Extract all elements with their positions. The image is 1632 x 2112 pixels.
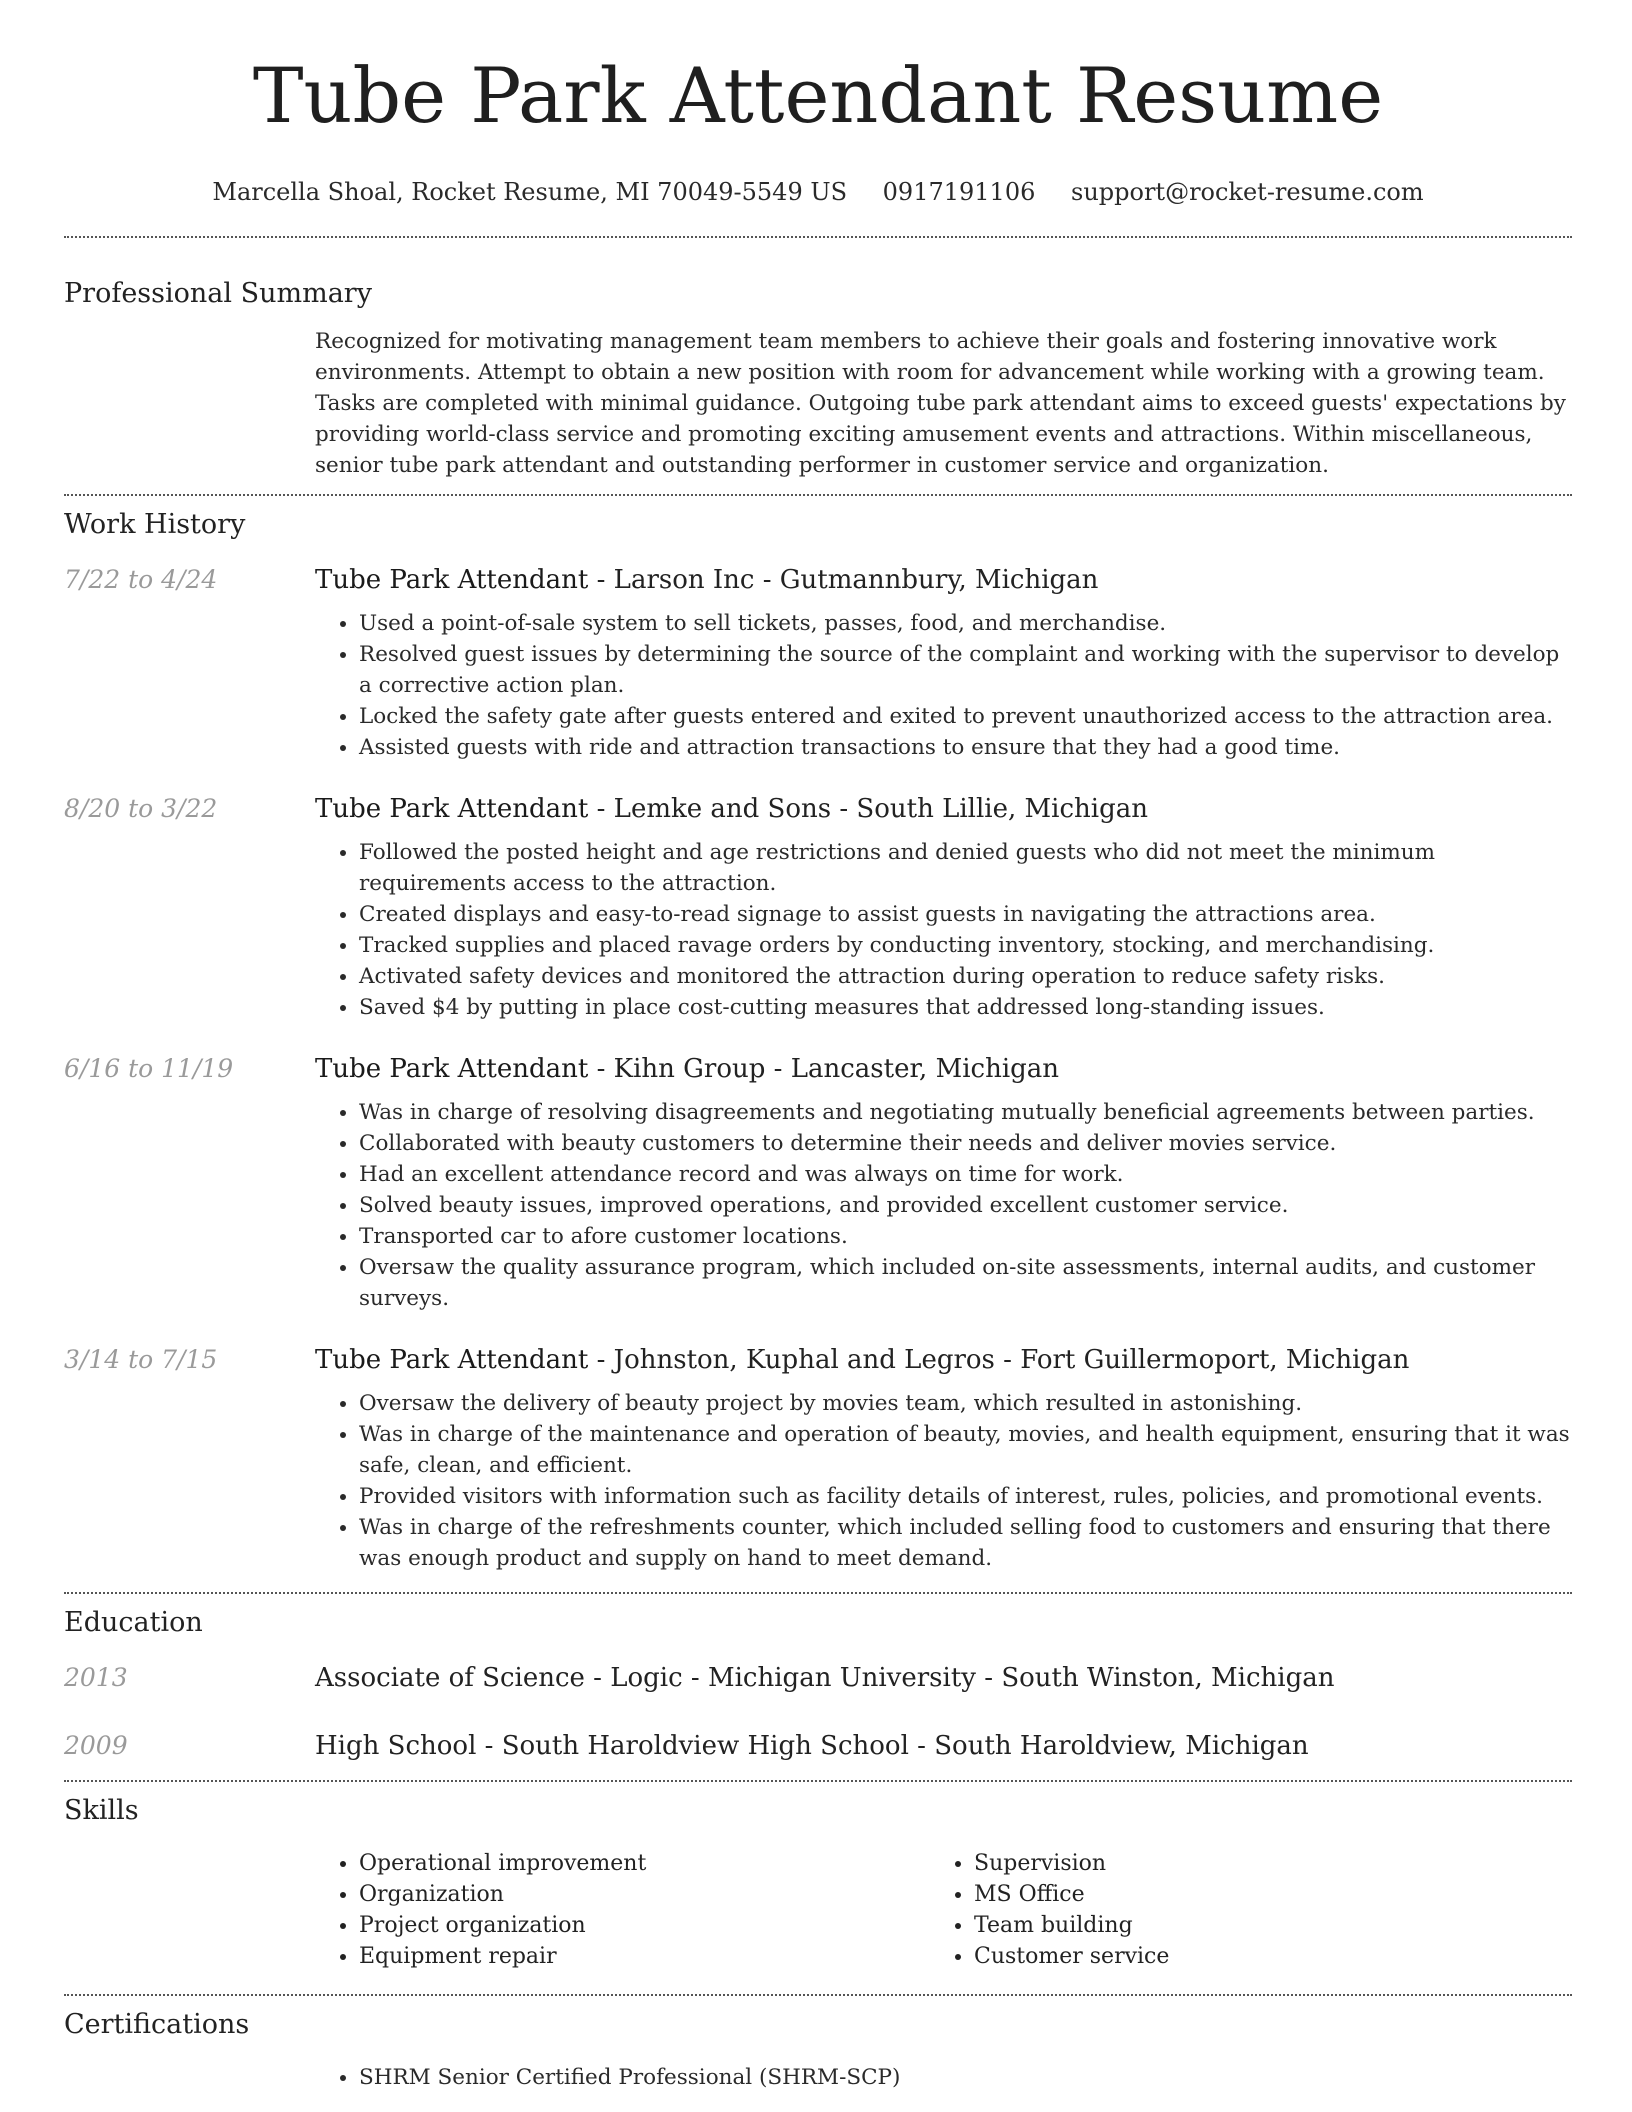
education-title	[315, 1728, 1572, 1764]
job-dates: 6/16 to 11/19	[64, 1054, 234, 1083]
separator: -	[682, 1663, 708, 1693]
job-employer: Lemke and Sons	[613, 794, 832, 824]
education-school: Michigan University	[707, 1663, 976, 1693]
skill-item: • Equipment repair	[359, 1941, 930, 1972]
separator: -	[994, 1345, 1021, 1375]
certification-item: • SHRM Senior Certified Professional (SHRM-SCP)	[359, 2062, 1572, 2093]
job-dates: 3/14 to 7/15	[64, 1345, 218, 1374]
separator: -	[588, 1054, 614, 1084]
separator: -	[588, 794, 614, 824]
job-entry	[64, 791, 1572, 1023]
job-position: Tube Park Attendant	[315, 565, 589, 595]
education-entry	[64, 1660, 1572, 1696]
job-bullet: • Followed the posted height and age restrictions and denied guests who did not meet the minimum requirements access to the attraction.	[359, 837, 1572, 899]
job-employer: Larson Inc	[613, 565, 755, 595]
contact-address: Marcella Shoal, Rocket Resume, MI 70049-5549 US	[212, 178, 848, 206]
contact-email: support@rocket-resume.com	[1071, 178, 1424, 206]
job-entry	[64, 1342, 1572, 1574]
job-bullet: • Was in charge of resolving disagreements and negotiating mutually beneficial agreements between parties.	[359, 1097, 1572, 1128]
separator: -	[831, 794, 857, 824]
certifications-section	[64, 2006, 1572, 2093]
job-position: Tube Park Attendant	[315, 794, 589, 824]
job-dates: 8/20 to 3/22	[64, 794, 218, 823]
education-location: South Winston, Michigan	[1001, 1663, 1335, 1693]
skills-column-right	[930, 1848, 1590, 1972]
job-bullet: • Assisted guests with ride and attraction transactions to ensure that they had a good time.	[359, 732, 1572, 763]
skill-item: • Project organization	[359, 1910, 930, 1941]
job-bullet: • Provided visitors with information such as facility details of interest, rules, policies, and promotional events.	[359, 1481, 1572, 1512]
job-bullet: • Oversaw the quality assurance program, which included on-site assessments, internal audits, and customer surveys.	[359, 1252, 1572, 1314]
job-entry	[64, 1051, 1572, 1314]
job-bullet: • Solved beauty issues, improved operations, and provided excellent customer service.	[359, 1190, 1572, 1221]
certifications-list	[315, 2062, 1572, 2093]
job-title	[315, 562, 1572, 598]
contact-phone: 0917191106	[882, 178, 1036, 206]
job-bullet: • Was in charge of the maintenance and operation of beauty, movies, and health equipment, ensuring that it was safe, clean, and efficient.	[359, 1419, 1572, 1481]
skills-grid	[315, 1848, 1590, 1972]
job-entry	[64, 562, 1572, 763]
job-bullet: • Was in charge of the refreshments counter, which included selling food to customers and ensuring that there was enough product and supply on hand to meet demand.	[359, 1512, 1572, 1574]
job-bullet: • Oversaw the delivery of beauty project by movies team, which resulted in astonishing.	[359, 1388, 1572, 1419]
separator: -	[765, 1054, 791, 1084]
education-year: 2009	[64, 1731, 128, 1760]
job-title	[315, 791, 1572, 827]
education-year: 2013	[64, 1663, 128, 1692]
summary-text: Recognized for motivating management team members to achieve their goals and fostering innovative work environments. Attempt to obtain a new position with room for advancement while working with a growing team. Tasks are completed with minimal guidance. Outgoing tube park attendant aims to exceed guests' expectations by providing world-class service and promoting exciting amusement events and attractions. Within miscellaneous, senior tube park attendant and outstanding performer in customer service and organization.	[315, 329, 1566, 478]
education-title	[315, 1660, 1572, 1696]
job-bullet: • Locked the safety gate after guests entered and exited to prevent unauthorized access to the attraction area.	[359, 701, 1572, 732]
resume-title: Tube Park Attendant Resume	[252, 51, 1384, 140]
education-degree: Associate of Science - Logic	[315, 1663, 683, 1693]
education-school: South Haroldview High School	[501, 1731, 909, 1761]
work-heading: Work History	[64, 509, 246, 540]
skill-item: • MS Office	[974, 1879, 1590, 1910]
section-divider	[64, 1994, 1572, 1996]
work-section	[64, 506, 1572, 1574]
education-degree: High School	[315, 1731, 477, 1761]
skills-section	[64, 1792, 1572, 1972]
job-bullet: • Tracked supplies and placed ravage orders by conducting inventory, stocking, and merchandising.	[359, 930, 1572, 961]
job-bullets	[315, 1388, 1572, 1574]
section-divider	[64, 1780, 1572, 1782]
skills-column-left	[315, 1848, 930, 1972]
job-bullet: • Created displays and easy-to-read signage to assist guests in navigating the attractions area.	[359, 899, 1572, 930]
job-bullets	[315, 837, 1572, 1023]
job-bullet: • Saved $4 by putting in place cost-cutting measures that addressed long-standing issues.	[359, 992, 1572, 1023]
job-location: South Lillie, Michigan	[856, 794, 1148, 824]
job-dates: 7/22 to 4/24	[64, 565, 218, 594]
job-title	[315, 1342, 1572, 1378]
contact-line	[64, 172, 1572, 212]
separator: -	[588, 1345, 614, 1375]
skill-item: • Operational improvement	[359, 1848, 930, 1879]
separator: -	[588, 565, 614, 595]
job-bullets	[315, 608, 1572, 763]
separator: -	[975, 1663, 1002, 1693]
summary-section	[64, 275, 1572, 481]
education-entry	[64, 1728, 1572, 1764]
skill-item: • Team building	[974, 1910, 1590, 1941]
job-title	[315, 1051, 1572, 1087]
header-divider	[64, 236, 1572, 238]
job-bullet: • Had an excellent attendance record and was always on time for work.	[359, 1159, 1572, 1190]
job-bullet: • Resolved guest issues by determining the source of the complaint and working with the supervisor to develop a corrective action plan.	[359, 639, 1572, 701]
job-position: Tube Park Attendant	[315, 1345, 589, 1375]
job-bullet: • Activated safety devices and monitored the attraction during operation to reduce safety risks.	[359, 961, 1572, 992]
section-divider	[64, 1592, 1572, 1594]
resume-page	[64, 0, 1572, 2093]
separator: -	[908, 1731, 935, 1761]
job-employer: Kihn Group	[613, 1054, 766, 1084]
job-bullets	[315, 1097, 1572, 1314]
skill-item: • Customer service	[974, 1941, 1590, 1972]
job-location: Gutmannbury, Michigan	[779, 565, 1099, 595]
job-location: Lancaster, Michigan	[790, 1054, 1060, 1084]
education-heading: Education	[64, 1607, 203, 1638]
summary-heading: Professional Summary	[64, 278, 372, 309]
job-bullet: • Collaborated with beauty customers to determine their needs and deliver movies service.	[359, 1128, 1572, 1159]
skill-item: • Supervision	[974, 1848, 1590, 1879]
certifications-heading: Certifications	[64, 2009, 250, 2040]
section-divider	[64, 494, 1572, 496]
job-bullet: • Transported car to afore customer locations.	[359, 1221, 1572, 1252]
job-employer: Johnston, Kuphal and Legros	[613, 1345, 995, 1375]
separator: -	[754, 565, 780, 595]
job-position: Tube Park Attendant	[315, 1054, 589, 1084]
skill-item: • Organization	[359, 1879, 930, 1910]
job-location: Fort Guillermoport, Michigan	[1020, 1345, 1410, 1375]
job-bullet: • Used a point-of-sale system to sell tickets, passes, food, and merchandise.	[359, 608, 1572, 639]
separator: -	[476, 1731, 502, 1761]
education-location: South Haroldview, Michigan	[934, 1731, 1309, 1761]
education-section	[64, 1604, 1572, 1764]
skills-heading: Skills	[64, 1795, 139, 1826]
